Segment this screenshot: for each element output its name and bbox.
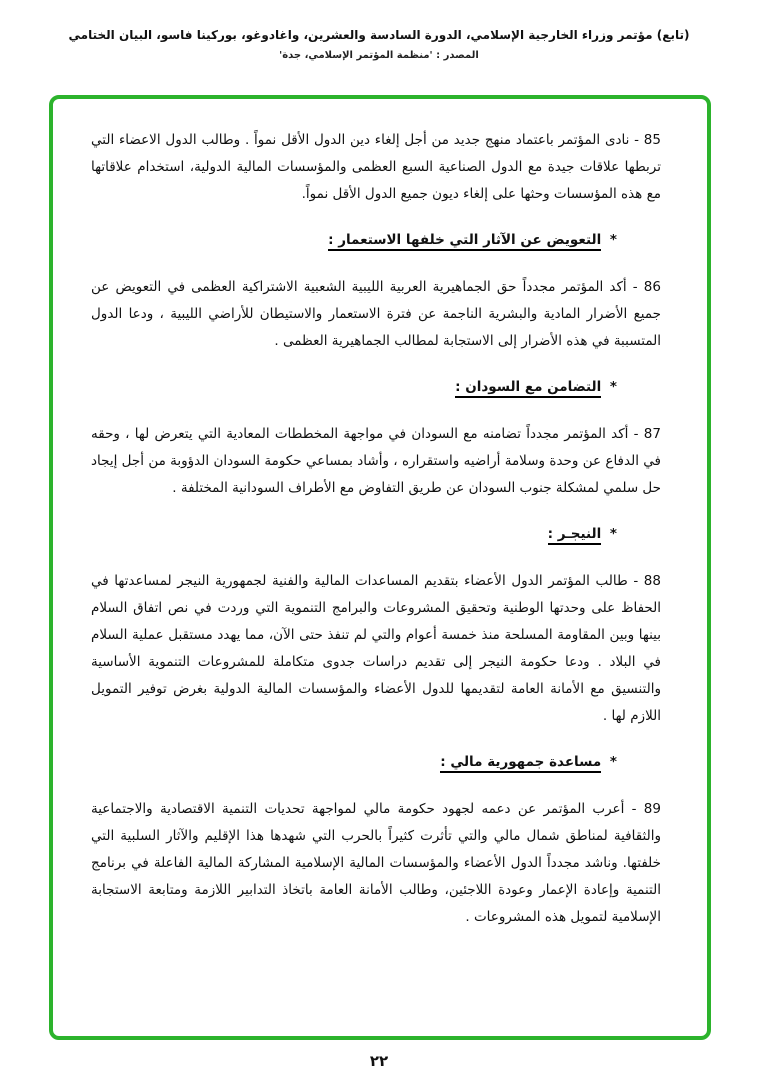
paragraph-number: 89 - [624, 801, 661, 817]
numbered-paragraph [91, 127, 661, 208]
paragraph-number: 86 - [626, 279, 661, 295]
paragraph-text: أكد المؤتمر مجدداً حق الجماهيرية العربية الليبية الشعبية الاشتراكية العظمى في التعويض عن جميع الأضرار المادية والبشرية الناجمة عن فترة الاستعمار والاستيطان للأراضي الليبية ، ودعا الدول المتسببة في هذه الأضرار إلى الاستجابة لمطالب الجماهيرية العظمى . [91, 279, 661, 349]
header-source: المصدر : 'منظمة المؤتمر الإسلامي، جدة' [279, 50, 479, 61]
section-heading [91, 522, 617, 546]
paragraph-number: 85 - [629, 132, 661, 148]
content-border-box [49, 95, 711, 1040]
paragraph-number: 87 - [628, 426, 661, 442]
heading-bullet: * [605, 232, 617, 248]
section-heading [91, 228, 617, 252]
heading-text: النيجـر : [548, 526, 602, 545]
paragraph-text: أعرب المؤتمر عن دعمه لجهود حكومة مالي لمواجهة تحديات التنمية الاقتصادية والاجتماعية والثقافية لمناطق شمال مالي والتي تأثرت كثيراً بالحرب التي شهدها هذا الإقليم والآثار السلبية التي خلفتها. وناشد مجدداً الدول الأعضاء والمؤسسات المالية الإسلامية المشاركة المالية الفاعلة في برنامج التنمية وإعادة الإعمار وعودة اللاجئين، وطالب الأمانة العامة باتخاذ التدابير اللازمة ومتابعة الاستجابة الإسلامية لتمويل هذه المشروعات . [91, 801, 661, 925]
heading-text: مساعدة جمهورية مالي : [440, 754, 601, 773]
paragraph-text: طالب المؤتمر الدول الأعضاء بتقديم المساعدات المالية والفنية لجمهورية النيجر لمساعدتها في الحفاظ على وحدتها الوطنية وتحقيق المشروعات والبرامج التنموية التي وردت في نص اتفاق السلام بينها وبين المقاومة المسلحة منذ خمسة أعوام والتي لم تنفذ حتى الآن، مما يهدد مستقبل عملية السلام في البلاد . ودعا حكومة النيجر إلى تقديم دراسات جدوى متكاملة للمشروعات التنموية الأساسية والتنسيق مع الأمانة العامة لتقديمها للدول الأعضاء والمؤسسات المالية الدولية بغرض توفير التمويل اللازم لها . [91, 573, 661, 724]
heading-text: التضامن مع السودان : [455, 379, 601, 398]
document-content [91, 127, 661, 931]
section-heading [91, 750, 617, 774]
paragraph-text: نادى المؤتمر باعتماد منهج جديد من أجل إلغاء دين الدول الأقل نمواً . وطالب الدول الاعضاء التي تربطها علاقات جيدة مع الدول الصناعية السبع العظمى والمؤسسات المالية الدولية، استخدام علاقاتها مع هذه المؤسسات وحثها على إلغاء ديون جميع الدول الأقل نمواً. [91, 132, 661, 202]
numbered-paragraph [91, 568, 661, 730]
document-header [0, 0, 758, 61]
heading-bullet: * [605, 379, 617, 395]
header-title: (تابع) مؤتمر وزراء الخارجية الإسلامي، الدورة السادسة والعشرين، واغادوغو، بوركينا فاسو، البيان الختامي [68, 28, 690, 42]
section-heading [91, 375, 617, 399]
heading-bullet: * [605, 526, 617, 542]
heading-text: التعويض عن الآثار التي خلفها الاستعمار : [328, 232, 601, 251]
heading-bullet: * [605, 754, 617, 770]
paragraph-number: 88 - [627, 573, 661, 589]
numbered-paragraph [91, 796, 661, 931]
numbered-paragraph [91, 421, 661, 502]
numbered-paragraph [91, 274, 661, 355]
paragraph-text: أكد المؤتمر مجدداً تضامنه مع السودان في مواجهة المخططات المعادية التي يتعرض لها ، وحقه في الدفاع عن وحدة وسلامة أراضيه واستقراره ، وأشاد بمساعي حكومة السودان الدؤوبة من أجل إيجاد حل سلمي لمشكلة جنوب السودان عن طريق التفاوض مع الأطراف السودانية المختلفة . [91, 426, 661, 496]
page-number: ٢٢ [369, 1052, 389, 1070]
